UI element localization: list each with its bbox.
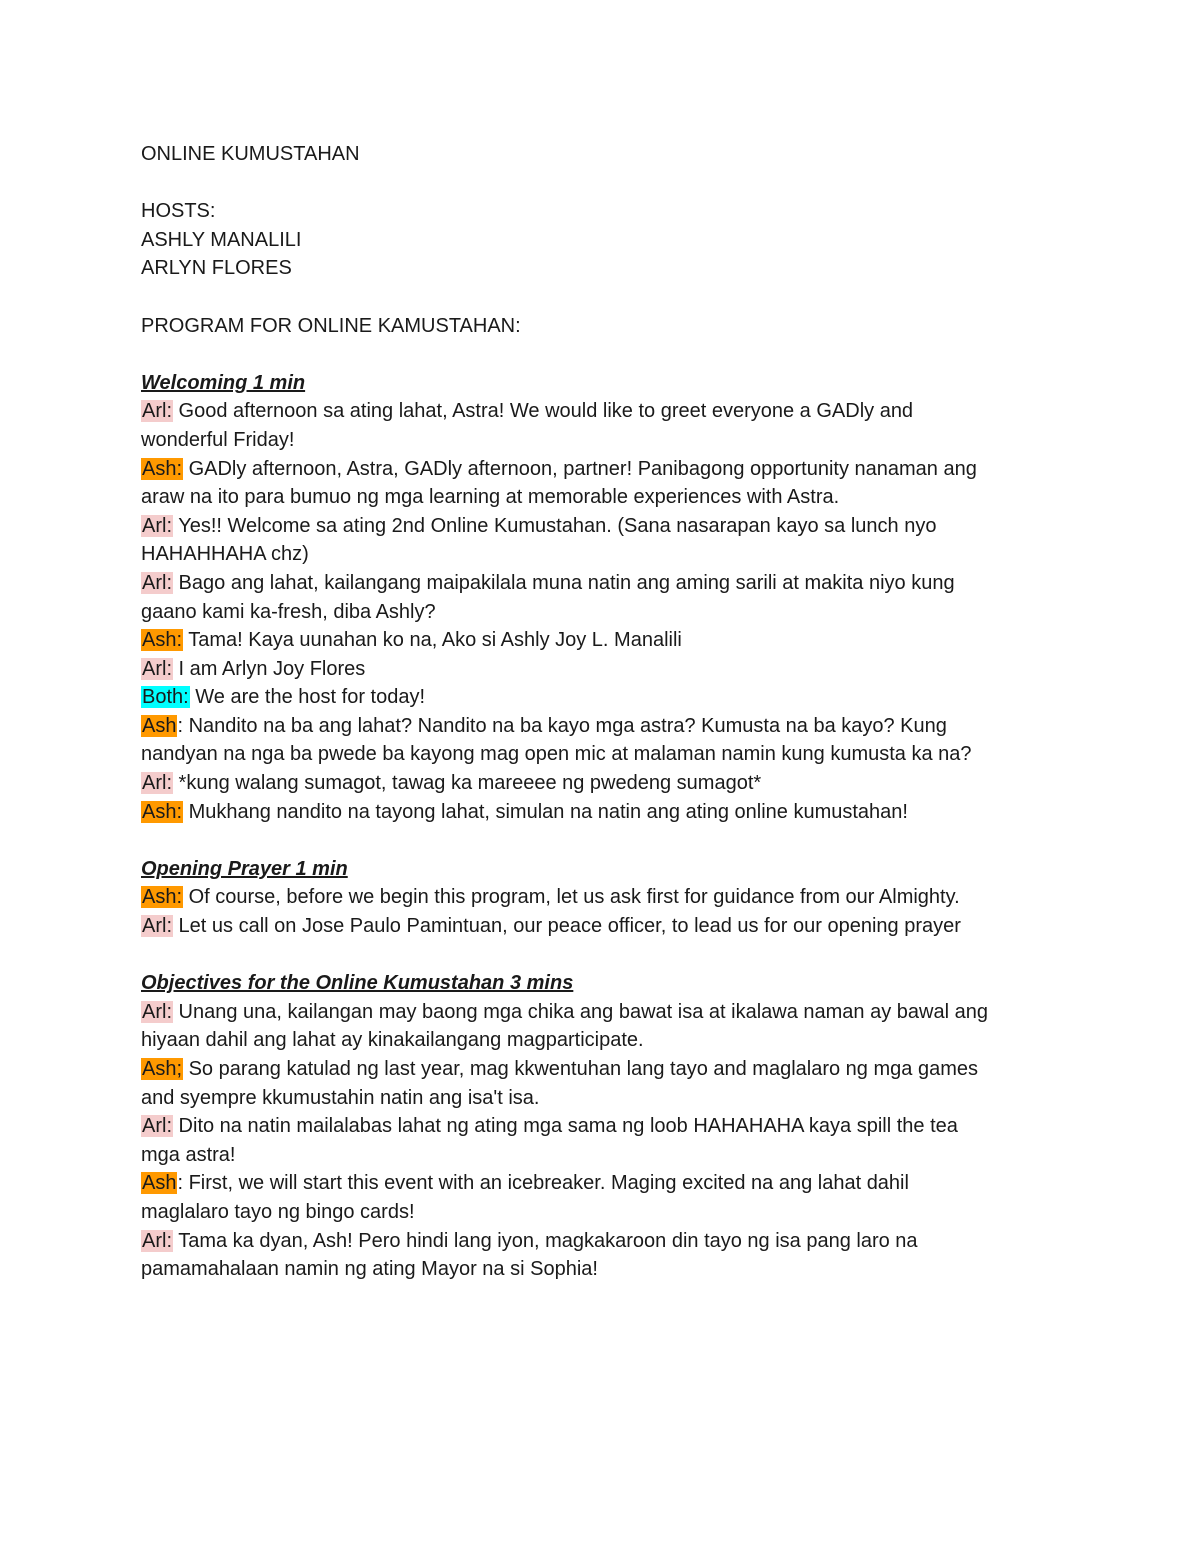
script-text: GADly afternoon, Astra, GADly afternoon, partner! Panibagong opportunity nanaman ang araw na ito para bumuo ng mga learning at memorable experiences with Astra. [141,457,977,509]
script-text: Tama! Kaya uunahan ko na, Ako si Ashly Joy L. Manalili [183,629,682,652]
script-line [141,626,1001,655]
script-text: Let us call on Jose Paulo Pamintuan, our peace officer, to lead us for our opening prayer [173,915,961,938]
script-line [141,998,1001,1055]
script-line [141,798,1001,827]
speaker-tag-arl: Arl: [142,571,172,594]
host-name: ASHLY MANALILI [141,228,302,251]
speaker-tag-arl: Arl: [142,514,172,537]
script-line [141,1169,1001,1226]
script-line [141,769,1001,798]
section-heading: Welcoming 1 min [141,371,306,394]
script-text: Tama ka dyan, Ash! Pero hindi lang iyon, magkakaroon din tayo ng isa pang laro na pamamahalaan namin ng ating Mayor na si Sophia! [141,1229,918,1281]
document-title: ONLINE KUMUSTAHAN [141,143,360,165]
script-line [141,569,1001,626]
spacer [141,340,1001,369]
host-name: ARLYN FLORES [141,257,292,280]
script-line [141,883,1001,912]
section-welcoming [141,369,1001,827]
script-text: I am Arlyn Joy Flores [173,657,366,680]
section-heading: Objectives for the Online Kumustahan 3 mins [141,972,574,995]
speaker-tag-ash: Ash; [142,1058,183,1080]
program-title: PROGRAM FOR ONLINE KAMUSTAHAN: [141,314,521,337]
script-line [141,912,1001,941]
script-text: Bago ang lahat, kailangang maipakilala muna natin ang aming sarili at makita niyo kung gaano kami ka-fresh, diba Ashly? [141,571,955,623]
script-text: Of course, before we begin this program, let us ask first for guidance from our Almighty. [183,886,960,909]
speaker-tag-ash: Ash: [142,800,183,823]
speaker-tag-ash: Ash [142,1172,177,1195]
section-heading: Opening Prayer 1 min [141,857,348,880]
script-text: : First, we will start this event with an icebreaker. Maging excited na ang lahat dahil maglalaro tayo ng bingo cards! [141,1172,909,1223]
script-line [141,655,1001,684]
section-opening-prayer [141,855,1001,941]
speaker-tag-arl: Arl: [142,915,172,938]
speaker-tag-arl: Arl: [142,772,172,795]
script-line [141,455,1001,512]
script-text: We are the host for today! [189,686,426,709]
script-line [141,1227,1001,1284]
hosts-label: HOSTS: [141,200,216,223]
script-line [141,512,1001,569]
speaker-tag-ash: Ash: [142,629,183,652]
speaker-tag-both: Both: [142,686,189,709]
speaker-tag-ash: Ash [142,714,177,737]
script-text: Mukhang nandito na tayong lahat, simulan na natin ang ating online kumustahan! [183,800,908,823]
speaker-tag-arl: Arl: [142,1000,172,1023]
speaker-tag-ash: Ash: [142,457,183,480]
script-line [141,712,1001,769]
speaker-tag-arl: Arl: [142,1115,172,1138]
script-text: : Nandito na ba ang lahat? Nandito na ba kayo mga astra? Kumusta na ba kayo? Kung nandyan na nga ba pwede ba kayong mag open mic at malaman namin kung kumusta ka na? [141,714,972,766]
script-line [141,1055,1001,1112]
document-page [141,140,1001,1284]
script-text: Unang una, kailangan may baong mga chika ang bawat isa at ikalawa naman ay bawal ang hiyaan dahil ang lahat ay kinakailangang magparticipate. [141,1000,988,1052]
speaker-tag-arl: Arl: [142,657,172,680]
script-text: Yes!! Welcome sa ating 2nd Online Kumustahan. (Sana nasarapan kayo sa lunch nyo HAHAHHAHA chz) [141,514,937,566]
script-line [141,1112,1001,1169]
speaker-tag-arl: Arl: [142,400,172,423]
spacer [141,941,1001,970]
spacer [141,283,1001,312]
spacer [141,826,1001,855]
speaker-tag-ash: Ash: [142,886,183,909]
script-line [141,397,1001,454]
speaker-tag-arl: Arl: [142,1229,172,1252]
section-objectives [141,969,1001,1284]
script-text: *kung walang sumagot, tawag ka mareeee ng pwedeng sumagot* [173,772,762,795]
script-text: So parang katulad ng last year, mag kkwentuhan lang tayo and maglalaro ng mga games and syempre kkumustahin natin ang isa't isa. [141,1058,978,1109]
spacer [141,169,1001,198]
script-text: Good afternoon sa ating lahat, Astra! We would like to greet everyone a GADly and wonderful Friday! [141,400,914,451]
script-text: Dito na natin mailalabas lahat ng ating mga sama ng loob HAHAHAHA kaya spill the tea mga astra! [141,1115,958,1166]
script-line [141,683,1001,712]
